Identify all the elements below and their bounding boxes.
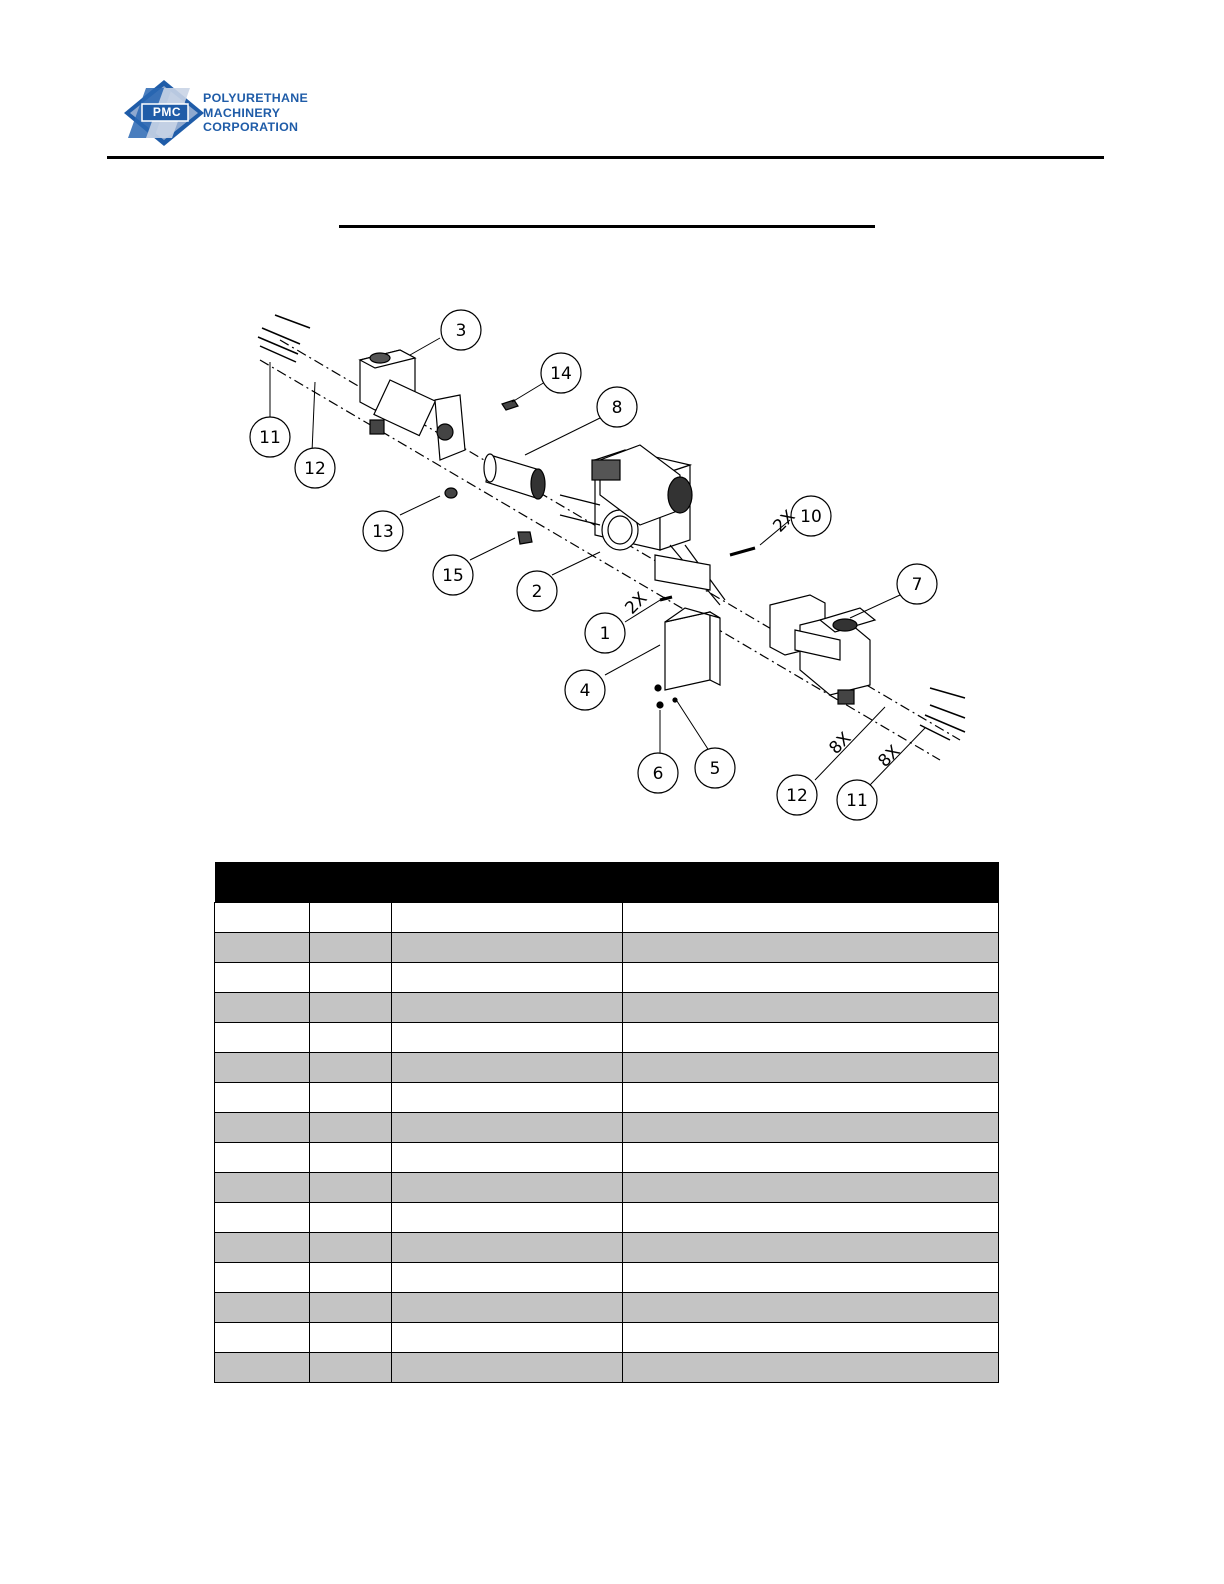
right-bolts (920, 688, 965, 740)
svg-text:6: 6 (652, 764, 664, 784)
table-cell (215, 963, 310, 993)
table-cell (215, 1053, 310, 1083)
logo-line-1: POLYURETHANE (203, 91, 309, 105)
cover-plate (665, 608, 720, 690)
table-cell (310, 1323, 392, 1353)
svg-text:12: 12 (786, 786, 808, 806)
table-cell (392, 933, 623, 963)
table-cell (623, 1233, 999, 1263)
svg-text:3: 3 (455, 321, 467, 341)
svg-text:8: 8 (611, 398, 623, 418)
qty-label-2x-left: 2X (621, 588, 652, 619)
header-divider (107, 156, 1104, 159)
table-cell (215, 1083, 310, 1113)
table-cell (310, 1083, 392, 1113)
table-row (215, 1263, 999, 1293)
header-cell (392, 862, 623, 903)
table-cell (623, 903, 999, 933)
table-cell (215, 1173, 310, 1203)
svg-text:13: 13 (372, 522, 394, 542)
callout-15 (433, 555, 473, 595)
logo-line-3: CORPORATION (203, 120, 299, 134)
svg-text:11: 11 (259, 428, 281, 448)
table-cell (215, 933, 310, 963)
table-cell (310, 1143, 392, 1173)
table-cell (623, 1023, 999, 1053)
table-cell (215, 993, 310, 1023)
svg-text:4: 4 (579, 681, 591, 701)
logo-mark-text: PMC (152, 105, 182, 119)
callout-11-right (837, 780, 877, 820)
svg-text:5: 5 (709, 759, 721, 779)
callout-10 (791, 496, 831, 536)
table-cell (215, 1233, 310, 1263)
table-cell (310, 1293, 392, 1323)
table-cell (392, 903, 623, 933)
callout-4 (565, 670, 605, 710)
table-cell (392, 963, 623, 993)
table-cell (623, 1353, 999, 1383)
table-cell (310, 1263, 392, 1293)
table-cell (215, 1203, 310, 1233)
table-cell (392, 1173, 623, 1203)
left-cylinder (360, 350, 465, 460)
table-cell (623, 1143, 999, 1173)
table-cell (623, 1083, 999, 1113)
table-cell (392, 1113, 623, 1143)
left-bolts (258, 315, 310, 362)
table-cell (392, 1203, 623, 1233)
table-cell (392, 1143, 623, 1173)
table-cell (215, 1293, 310, 1323)
callout-7 (897, 564, 937, 604)
table-row (215, 1173, 999, 1203)
table-row (215, 903, 999, 933)
table-cell (310, 1203, 392, 1233)
table-cell (310, 903, 392, 933)
qty-label-8x-right: 8X (874, 741, 905, 772)
table-cell (215, 903, 310, 933)
table-cell (392, 993, 623, 1023)
table-row (215, 1113, 999, 1143)
table-cell (623, 993, 999, 1023)
table-row (215, 933, 999, 963)
qty-label-8x-left: 8X (825, 728, 856, 759)
table-cell (623, 1323, 999, 1353)
table-cell (215, 1023, 310, 1053)
callout-12-left (295, 448, 335, 488)
table-row (215, 1143, 999, 1173)
table-cell (310, 993, 392, 1023)
table-cell (310, 963, 392, 993)
table-body (215, 903, 999, 1383)
center-valve-block (560, 445, 725, 605)
callout-2 (517, 571, 557, 611)
exploded-assembly-drawing (240, 300, 980, 830)
table-cell (310, 1053, 392, 1083)
svg-text:2: 2 (531, 582, 543, 602)
callout-1 (585, 613, 625, 653)
svg-text:7: 7 (911, 575, 923, 595)
table-cell (215, 1113, 310, 1143)
callout-11-left (250, 417, 290, 457)
table-row (215, 1233, 999, 1263)
table-row (215, 1053, 999, 1083)
table-cell (623, 1293, 999, 1323)
table-cell (310, 1023, 392, 1053)
callout-13 (363, 511, 403, 551)
table-cell (623, 1173, 999, 1203)
title-underline (339, 225, 875, 228)
qty-label-2x-top: 2X (769, 506, 800, 537)
table-cell (392, 1263, 623, 1293)
table-cell (623, 1203, 999, 1233)
table-cell (623, 1053, 999, 1083)
table-cell (392, 1083, 623, 1113)
svg-text:1: 1 (599, 624, 611, 644)
table-row (215, 1083, 999, 1113)
table-cell (310, 1173, 392, 1203)
table-row (215, 1023, 999, 1053)
parts-list-table (214, 862, 999, 1383)
logo-line-2: MACHINERY (203, 105, 281, 120)
table-cell (310, 1233, 392, 1263)
table-cell (215, 1143, 310, 1173)
table-row (215, 1323, 999, 1353)
table-row (215, 1203, 999, 1233)
table-header-row (215, 862, 999, 903)
callout-8 (597, 387, 637, 427)
header-cell (215, 862, 310, 903)
table-cell (215, 1263, 310, 1293)
table-row (215, 963, 999, 993)
table-row (215, 1293, 999, 1323)
table-row (215, 1353, 999, 1383)
header-cell (623, 862, 999, 903)
table-cell (392, 1353, 623, 1383)
table-cell (623, 1113, 999, 1143)
callout-3 (441, 310, 481, 350)
svg-text:12: 12 (304, 459, 326, 479)
callout-12-right (777, 775, 817, 815)
svg-text:15: 15 (442, 566, 464, 586)
table-cell (215, 1323, 310, 1353)
callout-5 (695, 748, 735, 788)
table-cell (392, 1233, 623, 1263)
table-cell (215, 1353, 310, 1383)
callout-6 (638, 753, 678, 793)
table-cell (310, 933, 392, 963)
table-cell (392, 1323, 623, 1353)
table-cell (623, 933, 999, 963)
right-cylinder (770, 595, 875, 704)
table-cell (392, 1053, 623, 1083)
table-row (215, 993, 999, 1023)
header-cell (310, 862, 392, 903)
table-cell (310, 1353, 392, 1383)
table-cell (310, 1113, 392, 1143)
table-cell (392, 1023, 623, 1053)
svg-text:14: 14 (550, 364, 572, 384)
svg-text:10: 10 (800, 507, 822, 527)
logo-company-name (203, 91, 308, 135)
table-cell (392, 1293, 623, 1323)
svg-text:11: 11 (846, 791, 868, 811)
company-logo (124, 80, 324, 146)
sleeve-part (484, 454, 545, 499)
callout-14 (541, 353, 581, 393)
table-cell (623, 1263, 999, 1293)
table-cell (623, 963, 999, 993)
